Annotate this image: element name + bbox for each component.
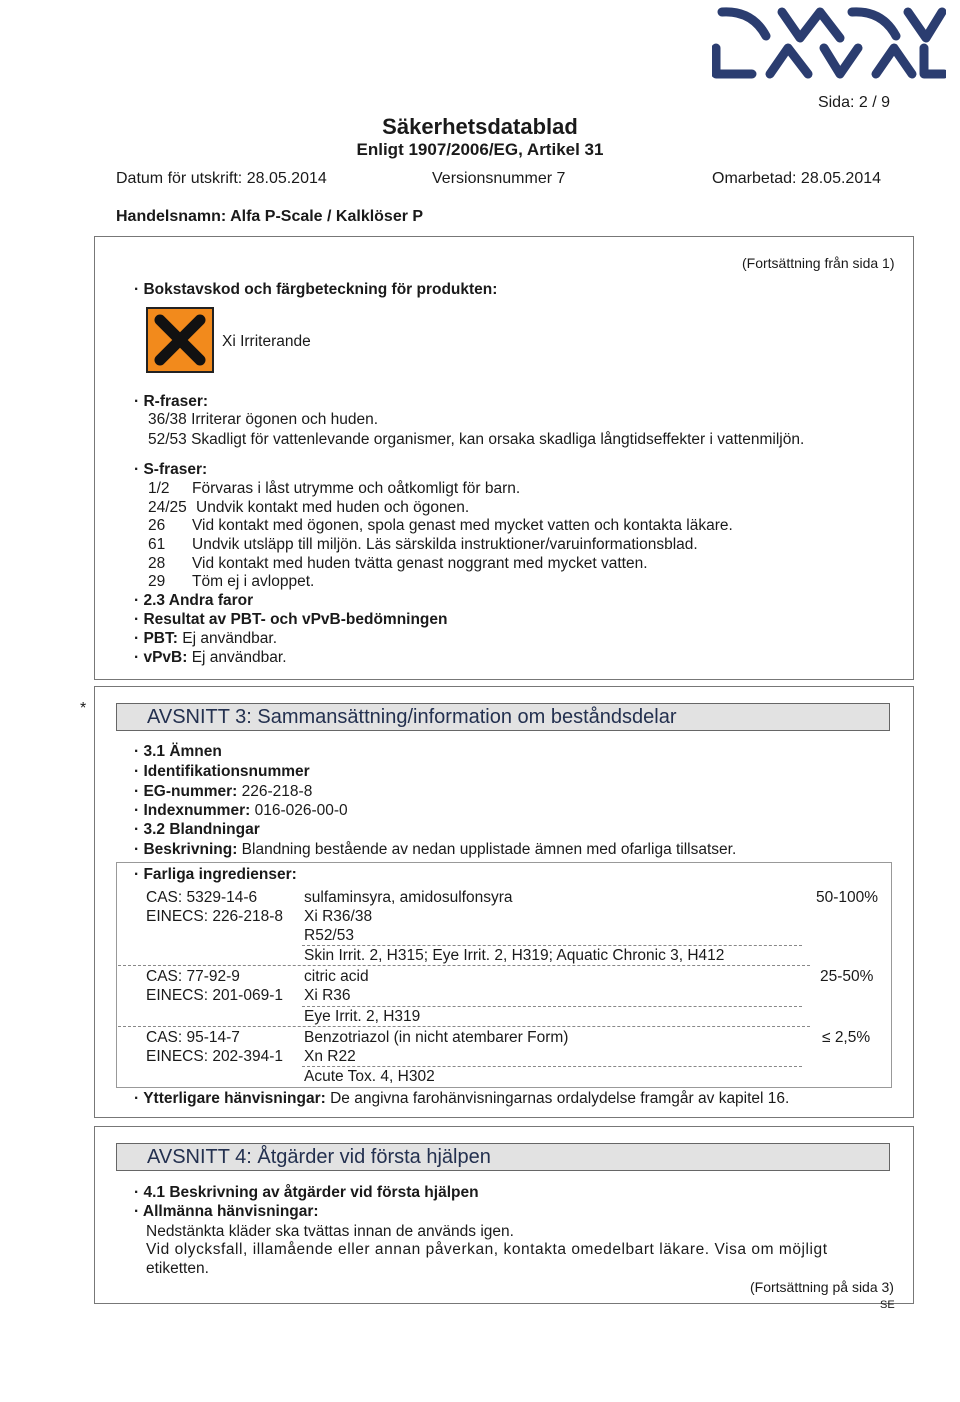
ec-value: 226-218-8: [241, 783, 313, 800]
ingredient-name: sulfaminsyra, amidosulfonsyra: [304, 889, 513, 906]
section4-heading-text: AVSNITT 4: Åtgärder vid första hjälpen: [147, 1146, 491, 1168]
ingredient-clp: Eye Irrit. 2, H319: [304, 1008, 421, 1025]
ingredient-name: citric acid: [304, 968, 369, 985]
ident-label: · Identifikationsnummer: [134, 763, 310, 780]
s-phrase-code: 1/2: [148, 480, 170, 497]
description-label: · Beskrivning:: [134, 841, 238, 858]
index-label: · Indexnummer:: [134, 802, 251, 819]
ingredient-class: Xn R22: [304, 1048, 356, 1065]
pbt-label: · PBT:: [134, 630, 178, 647]
ec-label: · EG-nummer:: [134, 783, 238, 800]
s-phrase-code: 28: [148, 555, 166, 572]
ingredient-class: Xi R36/38: [304, 908, 373, 925]
ingredient-cas: CAS: 5329-14-6: [146, 889, 258, 906]
first-aid-sub: · 4.1 Beskrivning av åtgärder vid första hjälpen: [134, 1184, 479, 1201]
mixtures-label: · 3.2 Blandningar: [134, 821, 260, 838]
ingredient-class: Xi R36: [304, 987, 351, 1004]
s-phrase-text: Undvik kontakt med huden och ögonen.: [196, 499, 470, 516]
s-phrase-code: 29: [148, 573, 166, 590]
ingredient-cas: CAS: 95-14-7: [146, 1029, 240, 1046]
letter-code-label: · Bokstavskod och färgbeteckning för produkten:: [134, 281, 498, 298]
pbt-value: Ej användbar.: [182, 630, 278, 647]
hazard-label: Xi Irriterande: [222, 333, 311, 350]
vpvb-label: · vPvB:: [134, 649, 188, 666]
page-number: Sida: 2 / 9: [817, 94, 890, 111]
section3-heading-text: AVSNITT 3: Sammansättning/information om beståndsdelar: [147, 706, 677, 728]
ingredients-label: · Farliga ingredienser:: [134, 866, 297, 883]
general-text: Vid olycksfall, illamående eller annan påverkan, kontakta omedelbart läkare. Visa om möjligt: [146, 1241, 828, 1258]
s-phrase-code: 26: [148, 517, 166, 534]
document-title: Säkerhetsdatablad: [382, 114, 578, 139]
row-divider: [118, 1026, 810, 1027]
revised-date: Omarbetad: 28.05.2014: [712, 170, 882, 187]
general-text: Nedstänkta kläder ska tvättas innan de används igen.: [146, 1223, 514, 1240]
section4-heading: [116, 1143, 890, 1171]
r-phrases-label: · R-fraser:: [134, 393, 209, 410]
section3-heading: [116, 703, 890, 731]
further-value: De angivna farohänvisningarnas ordalydelse framgår av kapitel 16.: [330, 1090, 790, 1107]
general-label: · Allmänna hänvisningar:: [134, 1203, 319, 1220]
s-phrase-text: Vid kontakt med huden tvätta genast noggrant med mycket vatten.: [192, 555, 648, 572]
ingredient-class: R52/53: [304, 927, 354, 944]
s-phrase-text: Undvik utsläpp till miljön. Läs särskilda instruktioner/varuinformationsblad.: [192, 536, 698, 553]
s-phrase-text: Förvaras i låst utrymme och oåtkomligt för barn.: [192, 480, 521, 497]
s-phrases-label: · S-fraser:: [134, 461, 208, 478]
r-phrase: 52/53 Skadligt för vattenlevande organismer, kan orsaka skadliga långtidseffekter i vattenmiljön.: [148, 431, 805, 448]
ingredient-clp: Skin Irrit. 2, H315; Eye Irrit. 2, H319; Aquatic Chronic 3, H412: [304, 947, 725, 964]
ingredient-conc: ≤ 2,5%: [822, 1029, 871, 1046]
version-number: Versionsnummer 7: [432, 170, 566, 187]
document-subtitle: Enligt 1907/2006/EG, Artikel 31: [356, 140, 604, 159]
vpvb-value: Ej användbar.: [191, 649, 287, 666]
further-label: · Ytterligare hänvisningar:: [134, 1090, 326, 1107]
s-phrase-text: Töm ej i avloppet.: [192, 573, 315, 590]
continued-from: (Fortsättning från sida 1): [742, 255, 895, 271]
alfa-laval-logo: [712, 4, 946, 80]
trade-name: Handelsnamn: Alfa P-Scale / Kalklöser P: [116, 208, 424, 225]
ingredient-einecs: EINECS: 201-069-1: [146, 987, 283, 1004]
ingredient-cas: CAS: 77-92-9: [146, 968, 240, 985]
description-value: Blandning bestående av nedan upplistade ämnen med ofarliga tillsatser.: [241, 841, 737, 858]
change-marker: *: [80, 700, 87, 717]
s-phrase-text: Vid kontakt med ögonen, spola genast med mycket vatten och kontakta läkare.: [192, 517, 733, 534]
ingredient-name: Benzotriazol (in nicht atembarer Form): [304, 1029, 569, 1046]
ingredient-conc: 25-50%: [820, 968, 874, 985]
index-value: 016-026-00-0: [254, 802, 348, 819]
ingredient-einecs: EINECS: 226-218-8: [146, 908, 283, 925]
ingredient-einecs: EINECS: 202-394-1: [146, 1048, 283, 1065]
row-divider: [118, 965, 810, 966]
hazard-symbol-irritant: [146, 307, 214, 373]
r-phrase: 36/38 Irriterar ögonen och huden.: [148, 411, 379, 428]
pbt-result-heading: · Resultat av PBT- och vPvB-bedömningen: [134, 611, 448, 628]
s-phrase-code: 24/25: [148, 499, 187, 516]
continued-on: (Fortsättning på sida 3): [750, 1279, 894, 1295]
ingredient-clp: Acute Tox. 4, H302: [304, 1068, 435, 1085]
x-cross-icon: [148, 309, 212, 371]
general-text: etiketten.: [146, 1260, 209, 1277]
other-hazards: · 2.3 Andra faror: [134, 592, 254, 609]
print-date: Datum för utskrift: 28.05.2014: [116, 170, 327, 187]
s-phrase-code: 61: [148, 536, 166, 553]
language-code: SE: [880, 1299, 895, 1311]
ingredient-conc: 50-100%: [816, 889, 879, 906]
substances-label: · 3.1 Ämnen: [134, 743, 222, 760]
